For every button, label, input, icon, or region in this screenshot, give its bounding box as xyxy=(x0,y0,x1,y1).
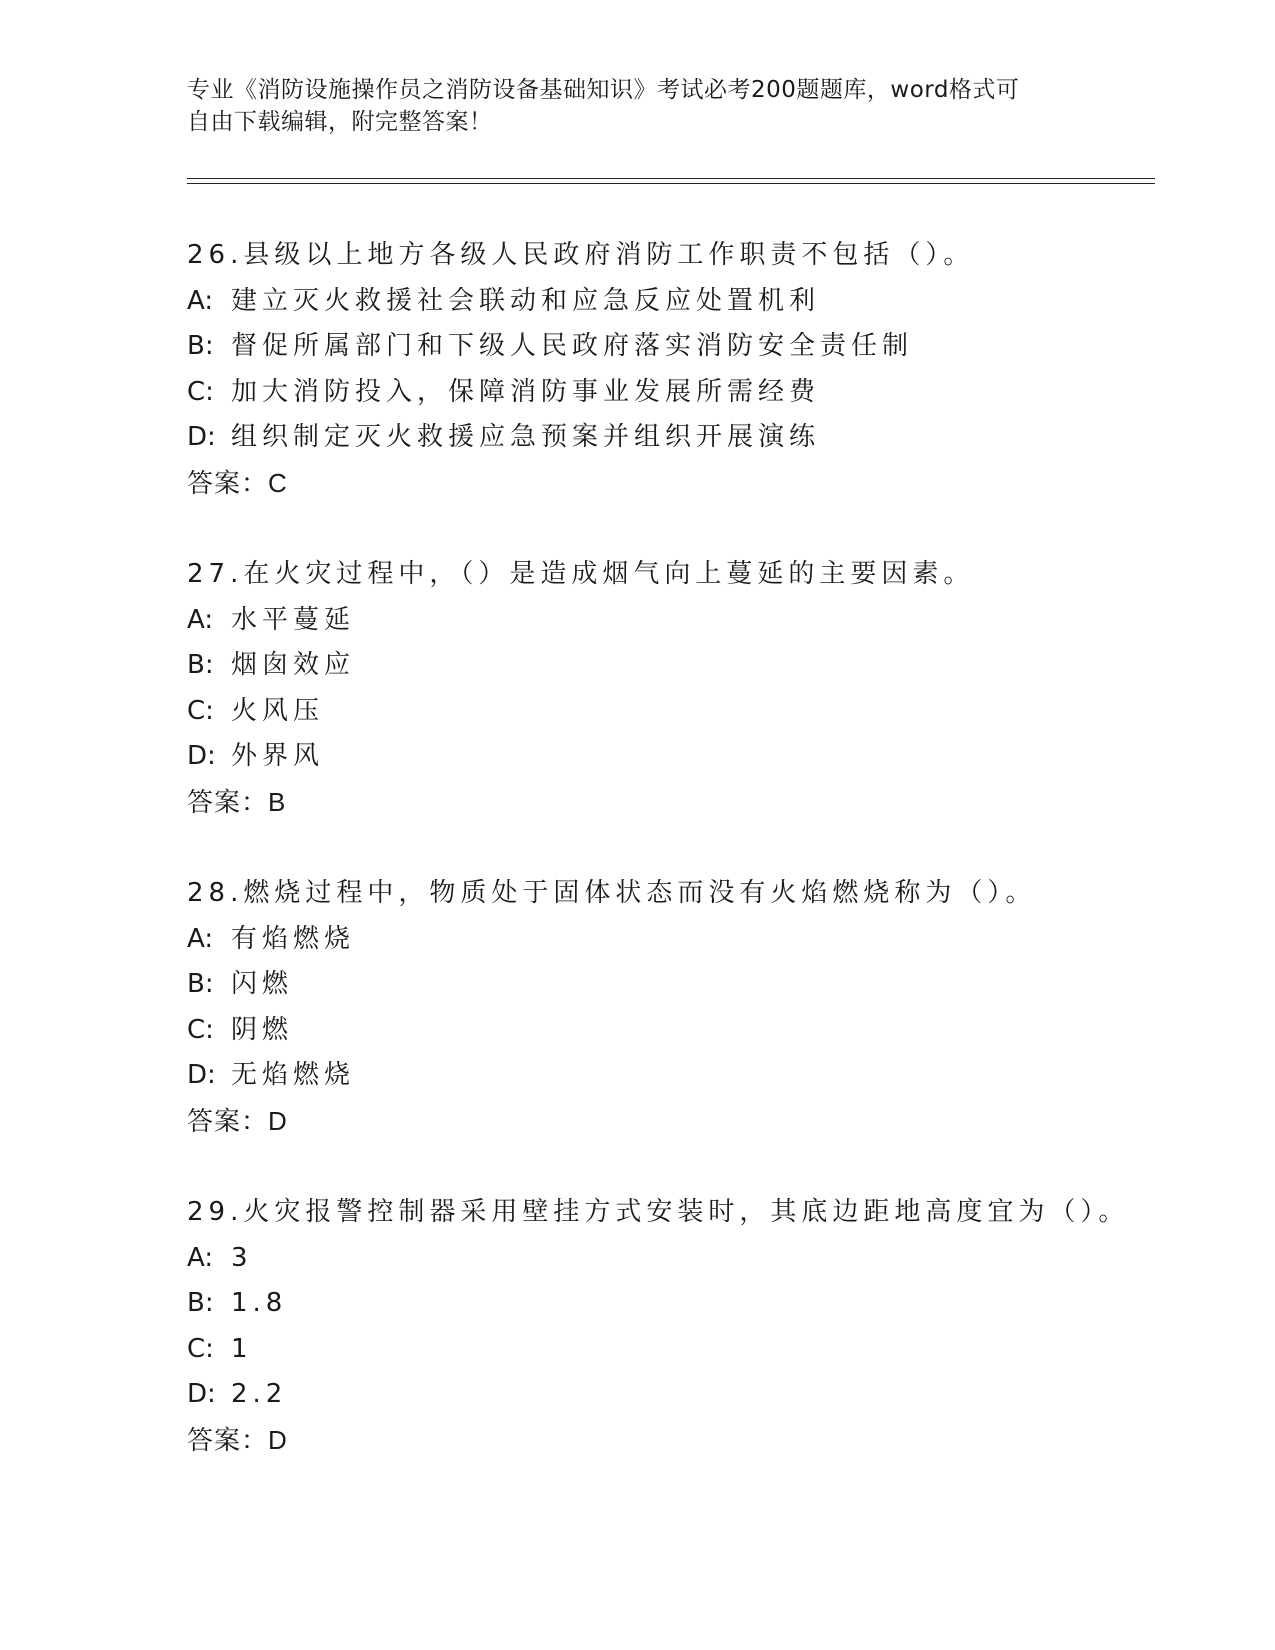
option-a xyxy=(187,598,1147,644)
option-text: 外界风 xyxy=(231,741,325,771)
question-29 xyxy=(187,1190,1147,1463)
option-d xyxy=(187,415,1147,461)
option-text: 1.8 xyxy=(231,1288,288,1318)
option-label: A: xyxy=(187,923,214,954)
answer: 答案：D xyxy=(187,1424,288,1455)
option-text: 1 xyxy=(231,1333,253,1364)
option-label: C: xyxy=(187,1333,214,1364)
option-label: C: xyxy=(187,695,214,726)
option-text: 加大消防投入，保障消防事业发展所需经费 xyxy=(231,376,821,407)
option-text: 3 xyxy=(231,1242,253,1273)
question-stem: 27.在火灾过程中，（）是造成烟气向上蔓延的主要因素。 xyxy=(187,559,975,589)
option-label: A: xyxy=(187,604,214,635)
answer: 答案：B xyxy=(187,786,287,817)
header-line-2: 自由下载编辑，附完整答案！ xyxy=(187,109,493,135)
option-text: 有焰燃烧 xyxy=(231,923,356,954)
option-c xyxy=(187,370,1147,416)
option-c xyxy=(187,1008,1147,1054)
option-label: C: xyxy=(187,376,214,407)
option-text: 阴燃 xyxy=(231,1014,294,1045)
option-b xyxy=(187,324,1147,370)
option-d xyxy=(187,1372,1147,1418)
option-d xyxy=(187,734,1147,780)
option-text: 火风压 xyxy=(231,695,325,726)
option-label: A: xyxy=(187,285,214,316)
answer: 答案：C xyxy=(187,467,288,498)
option-b xyxy=(187,1281,1147,1327)
question-stem: 29.火灾报警控制器采用壁挂方式安装时，其底边距地高度宜为（）。 xyxy=(187,1197,1130,1227)
header-line-1: 专业《消防设施操作员之消防设备基础知识》考试必考200题题库，word格式可 xyxy=(187,77,1020,103)
question-28 xyxy=(187,871,1147,1144)
option-c xyxy=(187,1327,1147,1373)
option-text: 无焰燃烧 xyxy=(231,1060,356,1090)
option-label: A: xyxy=(187,1242,214,1273)
option-label: B: xyxy=(187,331,214,361)
option-text: 组织制定灭火救援应急预案并组织开展演练 xyxy=(231,422,821,452)
option-text: 建立灭火救援社会联动和应急反应处置机利 xyxy=(231,285,821,316)
option-label: D: xyxy=(187,1060,216,1090)
option-b xyxy=(187,962,1147,1008)
option-label: B: xyxy=(187,650,214,680)
option-a xyxy=(187,1236,1147,1282)
option-text: 督促所属部门和下级人民政府落实消防安全责任制 xyxy=(231,331,914,361)
option-text: 烟囱效应 xyxy=(231,650,356,680)
header-divider-top xyxy=(187,178,1155,179)
option-text: 闪燃 xyxy=(231,969,294,999)
question-stem: 26.县级以上地方各级人民政府消防工作职责不包括（）。 xyxy=(187,240,975,270)
header-divider-bottom xyxy=(187,183,1155,184)
option-label: B: xyxy=(187,1288,214,1318)
option-b xyxy=(187,643,1147,689)
question-stem: 28.燃烧过程中，物质处于固体状态而没有火焰燃烧称为（）。 xyxy=(187,878,1037,908)
option-d xyxy=(187,1053,1147,1099)
option-label: D: xyxy=(187,1379,216,1409)
option-text: 2.2 xyxy=(231,1379,288,1409)
answer: 答案：D xyxy=(187,1105,288,1136)
option-label: D: xyxy=(187,422,216,452)
document-header xyxy=(187,74,1067,138)
option-a xyxy=(187,917,1147,963)
question-26 xyxy=(187,233,1147,506)
option-label: B: xyxy=(187,969,214,999)
question-27 xyxy=(187,552,1147,825)
option-label: D: xyxy=(187,741,216,771)
option-text: 水平蔓延 xyxy=(231,604,356,635)
option-c xyxy=(187,689,1147,735)
option-a xyxy=(187,279,1147,325)
option-label: C: xyxy=(187,1014,214,1045)
